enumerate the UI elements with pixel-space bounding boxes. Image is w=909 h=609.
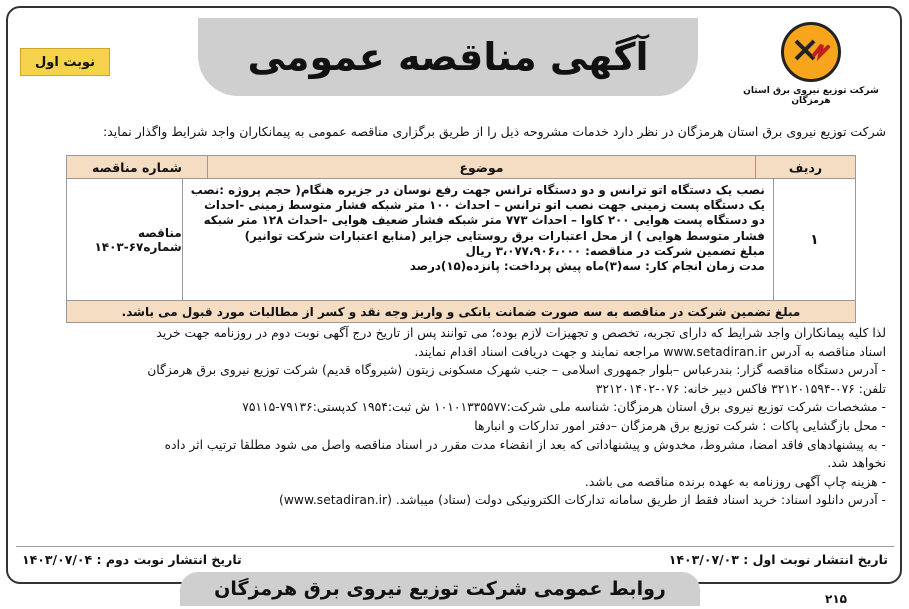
first-publication-date: تاریخ انتشار نوبت اول : ۱۴۰۳/۰۷/۰۳	[668, 552, 888, 567]
guarantee-amount: مبلغ تضمین شرکت در مناقصه: ۳،۰۷۷،۹۰۶،۰۰۰ ریال	[465, 243, 765, 258]
notice-title: آگهی مناقصه عمومی	[247, 35, 649, 79]
body-line: تلفن: ۰۷۶-۳۲۱۲۰۱۵۹۴ فاکس دبیر خانه: ۰۷۶-۳۲۱۲۰۱۴۰۲	[595, 381, 886, 396]
subject-line: فشار متوسط هوایی ) از محل اعتبارات برق روستایی جزایر (منابع اعتبارات شرکت توانیر)	[244, 228, 765, 243]
header-index: ردیف	[755, 156, 855, 178]
subject-line: یک دستگاه پست زمینی جهت نصب اتو ترانس – احداث ۱۰۰ متر شبکه فشار متوسط زمینی -احداث	[204, 198, 765, 213]
duration-prepayment: مدت زمان انجام کار: سه(۳)ماه پیش پرداخت: پانزده(۱۵)درصد	[409, 259, 765, 274]
table-footer: مبلغ تضمین شرکت در مناقصه به سه صورت ضمانت بانکی و واریز وجه نقد و کسر از مطالبات مورد قبول می باشد.	[67, 300, 855, 322]
subject-line: دو دستگاه پست هوایی ۲۰۰ کاوا – احداث ۷۷۳ متر شبکه فشار ضعیف هوایی -احداث ۱۲۸ متر شبکه	[203, 213, 765, 228]
body-line: نخواهد شد.	[827, 456, 886, 471]
notice-header	[8, 8, 900, 118]
body-line: - هزینه چاپ آگهی روزنامه به عهده برنده مناقصه می باشد.	[584, 474, 886, 489]
header-subject: موضوع	[207, 156, 755, 178]
notice-body	[18, 324, 886, 510]
intro-text: شرکت توزیع نیروی برق استان هرمزگان در نظر دارد خدمات مشروحه ذیل را از طریق برگزاری مناقصه عمومی به پیمانکاران واجد شرایط واگذار نماید:	[103, 124, 886, 139]
notice-frame	[6, 6, 902, 584]
second-publication-date: تاریخ انتشار نوبت دوم : ۱۴۰۳/۰۷/۰۴	[22, 552, 242, 567]
lightning-logo-icon	[781, 22, 841, 82]
page-number: ۲۱۵	[825, 592, 847, 606]
publication-dates	[16, 546, 894, 572]
body-line: - مشخصات شرکت توزیع نیروی برق استان هرمزگان: شناسه ملی شرکت:۱۰۱۰۱۳۳۵۵۷۷ ش ثبت:۱۹۵۴ کدپستی:۷۹۱۳۶-۷۵۱۱۵	[242, 400, 886, 415]
title-banner	[198, 18, 698, 96]
logo-caption: شرکت توزیع نیروی برق استان هرمزگان	[743, 86, 879, 106]
footer-banner: روابط عمومی شرکت توزیع نیروی برق هرمزگان	[180, 572, 700, 606]
tender-number: مناقصه شماره۶۷-۱۴۰۳	[94, 225, 182, 254]
body-line: اسناد مناقصه به آدرس www.setadiran.ir مراجعه نمایند و جهت دریافت اسناد اقدام نمایند.	[414, 344, 886, 359]
company-logo	[736, 22, 886, 118]
body-line: - محل بازگشایی پاکات : شرکت توزیع برق هرمزگان –دفتر امور تدارکات و انبارها	[474, 418, 886, 433]
body-line: - آدرس دانلود اسناد: خرید اسناد فقط از طریق سامانه تدارکات الکترونیکی دولت (ستاد) میباشد. (www.setadiran.ir)	[279, 493, 886, 508]
table-header-row	[67, 156, 855, 178]
header-number: شماره مناقصه	[92, 159, 182, 175]
body-line: - به پیشنهادهای فاقد امضا، مشروط، مخدوش و پیشنهاداتی که بعد از انقضاء مدت مقرر در اسناد مناقصه واصل می شود مطلقا ترتیب اثر داده	[164, 437, 886, 452]
subject-line: نصب یک دستگاه اتو ترانس و دو دستگاه ترانس جهت رفع نوسان در جزیره هنگام( حجم پروژه :نصب	[190, 183, 765, 197]
body-line: - آدرس دستگاه مناقصه گزار: بندرعباس –بلوار جمهوری اسلامی – جنب شهرک مسکونی زیتون (شیروگاه قدیم) شرکت توزیع نیروی برق هرمزگان	[147, 363, 886, 378]
row-index: ۱	[773, 179, 855, 300]
body-line: لذا کلیه پیمانکاران واجد شرایط که دارای تجربه، تخصص و تجهیزات لازم بوده؛ می توانند پس از تاریخ درج آگهی نوبت دوم در روزنامه جهت خرید	[156, 326, 886, 340]
tender-table	[66, 155, 856, 323]
table-row	[67, 178, 855, 300]
round-badge: نوبت اول	[20, 48, 110, 76]
row-subject	[182, 179, 773, 300]
